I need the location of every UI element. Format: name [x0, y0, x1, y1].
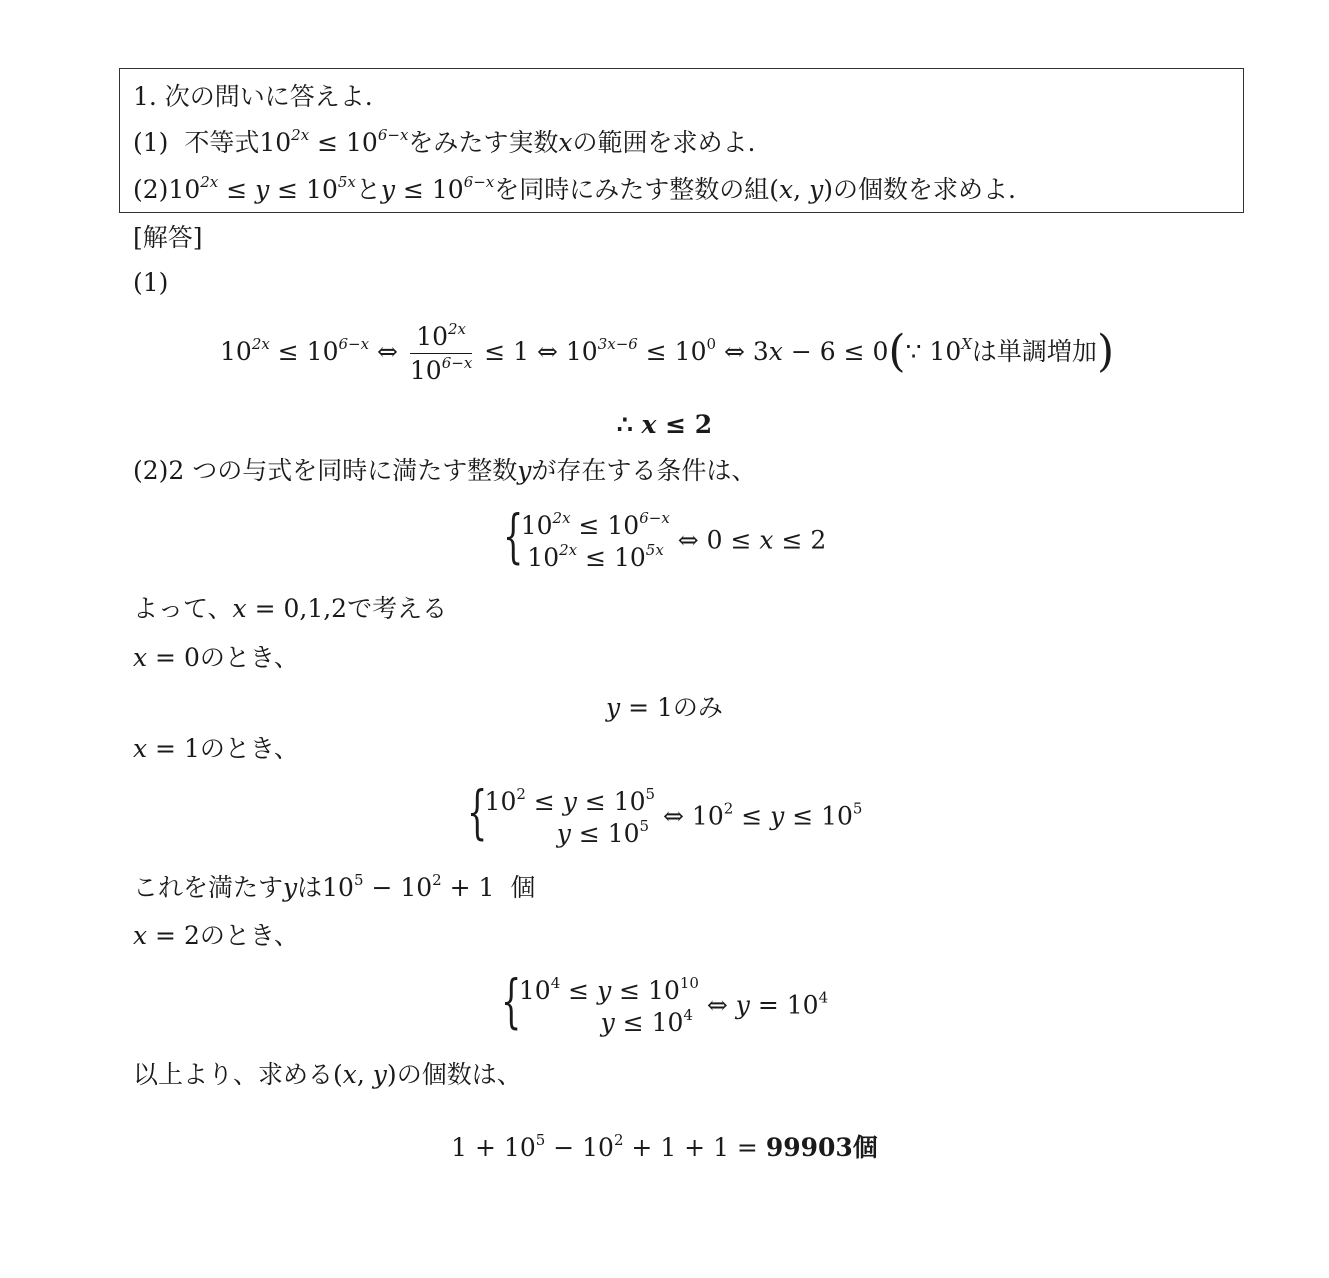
case-x2: x = 2のとき、 — [133, 921, 299, 950]
case-x0-result: y = 1のみ — [606, 693, 723, 722]
part2-intro: (2)2 つの与式を同時に満たす整数yが存在する条件は、 — [133, 456, 757, 485]
case-x0: x = 0のとき、 — [133, 643, 299, 672]
problem-q2: $(2)10^{2x} \le y \le 10^{5x}$と$y \le 10^{6-x}$を同時にみたす整数の組(x, y)の個数を求めよ. — [133, 173, 1016, 204]
system-brace-3: { $10^4 \le y \le 10^{10}$ $y \le 10^4$ — [500, 967, 699, 1037]
part1-equation: $10^{2x} \le 10^{6-x}$ ⇔ $\frac{10^{2x}}{10^{6-x}}$ ≤ 1 ⇔ $10^{3x-6} \le 10^0$ ⇔ 3x − 6 ≤ 0(∵ $10^X$は単調増加) — [220, 320, 1115, 385]
case-x1: x = 1のとき、 — [133, 734, 299, 763]
case-x1-system: { $10^2 \le y \le 10^5$ $y \le 10^5$ ⇔ $10^2 \le y \le 10^5$ — [466, 778, 863, 848]
case-x1-count: これを満たすyは$10^5 - 10^2 + 1$ 個 — [133, 871, 536, 902]
part1-result: ∴ x ≤ 2 — [616, 410, 713, 439]
answer-heading: [解答] — [133, 223, 203, 252]
problem-title: 1. 次の問いに答えよ. — [133, 82, 373, 111]
problem-q1: (1) 不等式$10^{2x} \le 10^{6-x}$をみたす実数xの範囲を求めよ. — [133, 126, 756, 157]
conclusion-line: 以上より、求める(x, y)の個数は、 — [133, 1060, 522, 1089]
part2-system: { $10^{2x} \le 10^{6-x}$ $10^{2x} \le 10^{5x}$ ⇔ 0 ≤ x ≤ 2 — [502, 502, 827, 572]
part1-label: (1) — [133, 268, 169, 297]
system-brace-2: { $10^2 \le y \le 10^5$ $y \le 10^5$ — [466, 778, 656, 848]
case-x2-system: { $10^4 \le y \le 10^{10}$ $y \le 10^4$ ⇔ $y = 10^4$ — [500, 967, 829, 1037]
consider-line: よって、x = 0,1,2で考える — [133, 594, 448, 623]
fraction: $\frac{10^{2x}}{10^{6-x}}$ — [409, 320, 473, 385]
system-brace-1: { $10^{2x} \le 10^{6-x}$ $10^{2x} \le 10^{5x}$ — [502, 502, 670, 572]
final-answer: $1 + 10^5 - 10^2 + 1 + 1 = 99903$個 — [451, 1131, 878, 1162]
